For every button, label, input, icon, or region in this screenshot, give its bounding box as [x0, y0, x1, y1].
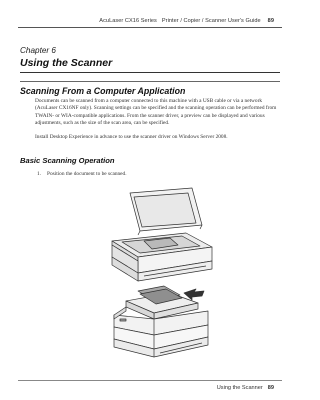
chapter-divider: [20, 72, 280, 73]
header-divider: [18, 27, 282, 28]
section-title: Scanning From a Computer Application: [20, 86, 186, 96]
footer-divider: [18, 380, 282, 381]
step-item: [37, 171, 127, 177]
header-page-number: 89: [267, 18, 274, 24]
scanner-flatbed-open-icon: [100, 185, 220, 283]
windows-server-note: Install Desktop Experience in advance to use the scanner driver on Windows Server 2008.: [35, 134, 228, 140]
step-number: 1.: [37, 171, 42, 177]
running-footer: [217, 385, 274, 391]
subsection-title: Basic Scanning Operation: [20, 156, 115, 165]
running-header: [99, 18, 274, 24]
footer-section-name: Using the Scanner: [216, 385, 263, 391]
chapter-label: Chapter 6: [20, 46, 56, 55]
scanner-adf-feed-icon: [100, 281, 220, 361]
chapter-title: Using the Scanner: [20, 57, 113, 69]
section-divider: [20, 81, 280, 82]
header-product: AcuLaser CX16 Series: [99, 18, 157, 24]
intro-paragraph: Documents can be scanned from a computer connected to this machine with a USB cable or via a network (AcuLaser CX16NF only). Scanning settings can be specified and the scanning operation can be performed from TWAIN- or WIA-compatible applications. From the scanner driver, a preview can be displayed and various adjustments, such as the size of the scan area, can be specified.: [35, 98, 277, 127]
header-guide: Printer / Copier / Scanner User's Guide: [161, 18, 261, 24]
step-text: Position the document to be scanned.: [47, 171, 127, 177]
footer-page-number: 89: [267, 385, 274, 391]
